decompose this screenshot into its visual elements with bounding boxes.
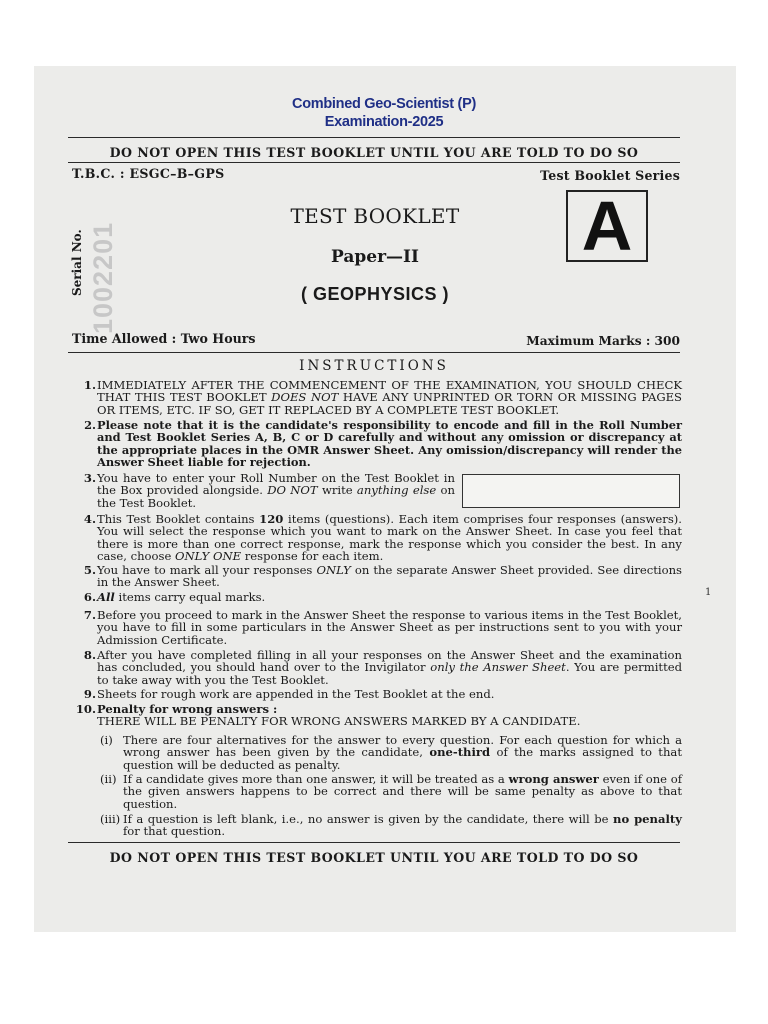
serial-label: Serial No. [70, 229, 84, 296]
booklet-title: TEST BOOKLET [290, 204, 460, 228]
instructions-heading: INSTRUCTIONS [299, 358, 449, 374]
margin-mark: 1 [705, 587, 712, 598]
instruction-number: 2. [84, 418, 96, 432]
instruction-3: 3. You have to enter your Roll Number on the Test Booklet in the Box provided alongside. DO NOT write anything else on the Test Booklet. [70, 472, 455, 509]
instruction-1: 1. IMMEDIATELY AFTER THE COMMENCEMENT OF THE EXAMINATION, YOU SHOULD CHECK THAT THIS TEST BOOKLET DOES NOT HAVE ANY UNPRINTED OR TORN OR MISSING PAGES OR ITEMS, ETC. IF SO, GET IT REPLACED BY A COMPLETE TEST BOOKLET. [70, 379, 682, 416]
divider [68, 842, 680, 843]
instruction-number: 5. [83, 563, 96, 577]
divider [68, 162, 680, 163]
roll-number-box[interactable] [462, 474, 680, 508]
instruction-9: 9. Sheets for rough work are appended in the Test Booklet at the end. [70, 688, 682, 700]
test-booklet-series-label: Test Booklet Series [540, 168, 680, 183]
rule-number: (i) [100, 733, 113, 747]
time-allowed: Time Allowed : Two Hours [72, 331, 256, 346]
instruction-4: 4. This Test Booklet contains 120 items (questions). Each item comprises four responses (answers). You will select the response which you want to mark on the Answer Sheet. In case you feel that there is more than one correct response, mark the response which you consider the best. In any case, choose ONLY ONE response for each item. [70, 513, 682, 562]
instruction-5: 5. You have to mark all your responses ONLY on the separate Answer Sheet provided. See directions in the Answer Sheet. [70, 564, 682, 589]
instruction-number: 10. [75, 702, 96, 716]
instruction-number: 3. [83, 471, 96, 485]
instruction-8: 8. After you have completed filling in all your responses on the Answer Sheet and the examination has concluded, you should hand over to the Invigilator only the Answer Sheet. You are permitted to take away with you the Test Booklet. [70, 649, 682, 686]
instruction-number: 8. [83, 648, 96, 662]
penalty-rule-iii: (iii) If a question is left blank, i.e., no answer is given by the candidate, there will be no penalty for that question. [100, 812, 682, 839]
divider [68, 352, 680, 353]
instruction-7: 7. Before you proceed to mark in the Answer Sheet the response to various items in the Test Booklet, you have to fill in some particulars in the Answer Sheet as per instructions sent to you with your Admission Certificate. [70, 609, 682, 646]
series-letter: A [581, 187, 633, 265]
exam-name-line1: Combined Geo-Scientist (P) [292, 96, 476, 112]
tbc-code: T.B.C. : ESGC–B–GPS [72, 166, 225, 181]
warning-bottom: DO NOT OPEN THIS TEST BOOKLET UNTIL YOU ARE TOLD TO DO SO [109, 850, 639, 865]
instruction-number: 7. [83, 608, 96, 622]
instruction-2: 2. Please note that it is the candidate's responsibility to encode and fill in the Roll Number and Test Booklet Series A, B, C or D carefully and without any omission or discrepancy at the appropriate places in the OMR Answer Sheet. Any omission/discrepancy will render the Answer Sheet liable for rejection. [70, 419, 682, 468]
rule-number: (iii) [100, 812, 121, 826]
divider [68, 137, 680, 138]
series-letter-box [566, 187, 648, 265]
exam-name-line2: Examination-2025 [324, 114, 444, 130]
warning-top: DO NOT OPEN THIS TEST BOOKLET UNTIL YOU ARE TOLD TO DO SO [109, 145, 639, 160]
serial-number: 1002201 [88, 221, 118, 334]
penalty-rule-ii: (ii) If a candidate gives more than one answer, it will be treated as a wrong answer even if one of the given answers happens to be correct and there will be same penalty as above to that question. [100, 772, 682, 811]
rule-number: (ii) [100, 772, 117, 786]
instruction-number: 4. [83, 512, 96, 526]
instruction-number: 1. [83, 378, 96, 392]
subject-name: ( GEOPHYSICS ) [300, 284, 450, 304]
instruction-number: 6. [83, 590, 96, 604]
paper-number: Paper—II [331, 247, 419, 267]
instruction-number: 9. [83, 687, 96, 701]
maximum-marks: Maximum Marks : 300 [526, 334, 680, 348]
penalty-rule-i: (i) There are four alternatives for the answer to every question. For each question for which a wrong answer has been given by the candidate, one-third of the marks assigned to that question will be deducted as penalty. [100, 733, 682, 772]
instruction-10: 10. Penalty for wrong answers : THERE WILL BE PENALTY FOR WRONG ANSWERS MARKED BY A CANDIDATE. [70, 703, 682, 728]
instruction-6: 6. All items carry equal marks. [70, 591, 682, 603]
